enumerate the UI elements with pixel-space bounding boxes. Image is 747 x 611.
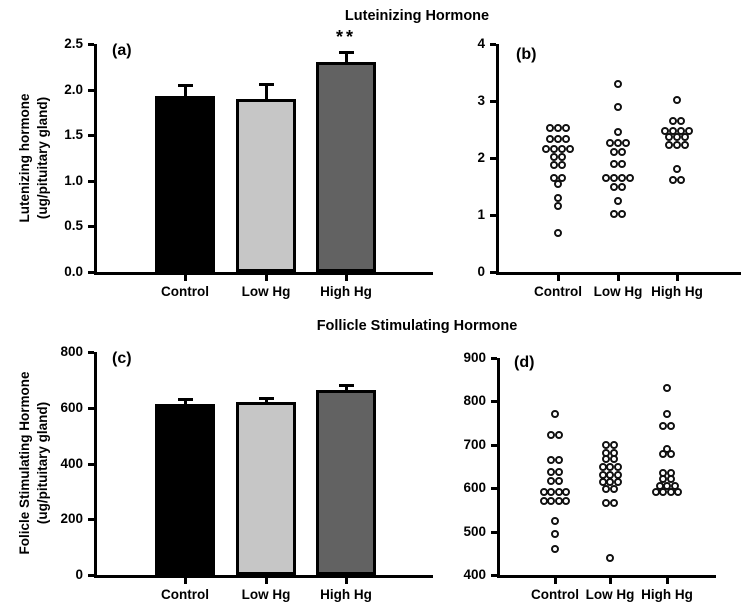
y-tick	[491, 531, 497, 534]
data-point-control	[554, 124, 562, 132]
x-tick	[676, 275, 679, 281]
x-tick	[609, 578, 612, 584]
data-point-low-hg	[618, 210, 626, 218]
y-tick-label: 0.5	[64, 218, 83, 234]
data-point-control	[554, 229, 562, 237]
y-tick	[88, 225, 94, 228]
y-axis-title-panel-a	[16, 38, 56, 278]
data-point-high-hg	[681, 141, 689, 149]
y-axis-(d)	[497, 358, 500, 578]
data-point-low-hg	[614, 128, 622, 136]
data-point-high-hg	[665, 141, 673, 149]
y-tick-label: 900	[463, 350, 486, 365]
data-point-low-hg	[614, 197, 622, 205]
data-point-control	[542, 145, 550, 153]
chart-title-follicle-stimulating-hormone: Follicle Stimulating Hormone	[316, 318, 518, 334]
data-point-low-hg	[606, 139, 614, 147]
x-tick	[666, 578, 669, 584]
data-point-control	[546, 135, 554, 143]
y-tick-label: 400	[60, 455, 83, 471]
x-tick-label-high-hg: High Hg	[320, 284, 372, 299]
panel-label-a: (a)	[112, 42, 132, 59]
y-axis-(c)	[94, 352, 97, 578]
y-tick-label: 0	[477, 264, 485, 279]
data-point-control	[554, 202, 562, 210]
data-point-low-hg	[610, 148, 618, 156]
data-point-control	[551, 410, 559, 418]
y-tick-label: 400	[463, 567, 486, 582]
data-point-low-hg	[610, 183, 618, 191]
y-tick-label: 1	[477, 207, 485, 222]
data-point-low-hg	[602, 174, 610, 182]
y-axis-title-line1: Folicle Stimulating Hormone	[17, 371, 32, 555]
x-tick	[557, 275, 560, 281]
data-point-low-hg	[610, 485, 618, 493]
y-tick	[88, 271, 94, 274]
y-tick-label: 2.0	[64, 81, 83, 97]
y-tick	[88, 463, 94, 466]
error-cap-high-hg	[339, 51, 354, 54]
y-tick-label: 1.5	[64, 127, 83, 143]
x-tick-label-control: Control	[161, 587, 209, 602]
y-tick	[490, 157, 496, 160]
y-tick	[491, 357, 497, 360]
y-tick	[491, 400, 497, 403]
x-tick	[554, 578, 557, 584]
y-tick	[88, 43, 94, 46]
bar-low-hg	[236, 99, 296, 272]
data-point-control	[555, 477, 563, 485]
data-point-high-hg	[669, 117, 677, 125]
y-tick-label: 200	[60, 511, 83, 527]
data-point-high-hg	[663, 384, 671, 392]
data-point-control	[566, 145, 574, 153]
y-tick-label: 0.0	[64, 264, 83, 279]
data-point-high-hg	[677, 176, 685, 184]
x-tick-label-low-hg: Low Hg	[585, 587, 635, 602]
y-tick-label: 700	[463, 436, 486, 452]
data-point-low-hg	[610, 499, 618, 507]
data-point-control	[562, 135, 570, 143]
x-tick-label-high-hg: High Hg	[320, 587, 372, 602]
data-point-low-hg	[618, 160, 626, 168]
data-point-high-hg	[667, 422, 675, 430]
data-point-control	[562, 124, 570, 132]
data-point-control	[562, 497, 570, 505]
panel-label-c: (c)	[112, 350, 132, 367]
data-point-low-hg	[610, 160, 618, 168]
y-tick	[490, 43, 496, 46]
data-point-low-hg	[606, 463, 614, 471]
data-point-high-hg	[673, 133, 681, 141]
bar-control	[155, 96, 215, 272]
y-tick	[88, 407, 94, 410]
error-cap-control	[178, 84, 193, 87]
x-tick	[265, 578, 268, 584]
data-point-high-hg	[663, 410, 671, 418]
y-axis-title-line2: (ug/pituitary gland)	[34, 96, 50, 220]
y-tick-label: 2.5	[64, 36, 83, 51]
y-tick-label: 4	[477, 36, 485, 51]
x-tick	[617, 275, 620, 281]
y-tick	[491, 487, 497, 490]
data-point-low-hg	[618, 148, 626, 156]
data-point-control	[555, 468, 563, 476]
data-point-control	[546, 124, 554, 132]
data-point-control	[551, 545, 559, 553]
data-point-high-hg	[673, 96, 681, 104]
bar-control	[155, 404, 215, 575]
error-cap-low-hg	[259, 397, 274, 400]
bar-low-hg	[236, 402, 296, 575]
data-point-low-hg	[610, 441, 618, 449]
data-point-low-hg	[614, 80, 622, 88]
y-tick-label: 500	[463, 523, 486, 539]
data-point-control	[562, 488, 570, 496]
y-tick	[490, 214, 496, 217]
data-point-low-hg	[618, 183, 626, 191]
error-cap-low-hg	[259, 83, 274, 86]
y-tick-label: 800	[463, 393, 486, 409]
bar-high-hg	[316, 390, 376, 575]
error-cap-high-hg	[339, 384, 354, 387]
data-point-low-hg	[622, 139, 630, 147]
data-point-low-hg	[610, 174, 618, 182]
data-point-control	[551, 517, 559, 525]
y-axis-(b)	[496, 44, 499, 275]
y-tick	[88, 518, 94, 521]
x-tick-label-control: Control	[161, 284, 209, 299]
data-point-high-hg	[673, 165, 681, 173]
y-tick-label: 800	[60, 344, 83, 359]
data-point-low-hg	[614, 139, 622, 147]
y-tick	[88, 89, 94, 92]
y-tick-label: 600	[60, 399, 83, 415]
data-point-low-hg	[606, 554, 614, 562]
x-tick	[184, 578, 187, 584]
data-point-low-hg	[614, 103, 622, 111]
x-tick-label-high-hg: High Hg	[641, 587, 693, 602]
x-tick	[265, 275, 268, 281]
data-point-high-hg	[665, 133, 673, 141]
y-tick-label: 1.0	[64, 172, 83, 188]
x-tick-label-low-hg: Low Hg	[241, 284, 291, 299]
y-tick	[88, 134, 94, 137]
data-point-high-hg	[667, 450, 675, 458]
x-tick	[345, 275, 348, 281]
data-point-high-hg	[681, 133, 689, 141]
y-axis-title-line1: Lutenizing hormone	[17, 93, 32, 223]
data-point-control	[558, 145, 566, 153]
data-point-control	[554, 135, 562, 143]
data-point-high-hg	[673, 141, 681, 149]
y-axis-title-line2: (ug/pituitary gland)	[34, 401, 50, 525]
data-point-low-hg	[610, 210, 618, 218]
panel-label-b: (b)	[516, 46, 537, 63]
y-tick	[88, 180, 94, 183]
data-point-control	[558, 153, 566, 161]
panel-label-d: (d)	[514, 354, 535, 371]
data-point-control	[551, 530, 559, 538]
x-axis-(d)	[497, 575, 716, 578]
y-tick	[88, 574, 94, 577]
data-point-low-hg	[614, 463, 622, 471]
data-point-low-hg	[626, 174, 634, 182]
data-point-control	[558, 161, 566, 169]
x-axis-(a)	[94, 272, 433, 275]
data-point-control	[554, 180, 562, 188]
y-axis-(a)	[94, 44, 97, 275]
chart-title-luteinizing-hormone: Luteinizing Hormone	[344, 8, 490, 24]
y-tick	[490, 100, 496, 103]
x-tick-label-control: Control	[531, 587, 579, 602]
x-tick-label-high-hg: High Hg	[651, 284, 703, 299]
x-tick	[345, 578, 348, 584]
x-tick-label-control: Control	[534, 284, 582, 299]
x-tick	[184, 275, 187, 281]
data-point-control	[555, 456, 563, 464]
data-point-control	[550, 153, 558, 161]
data-point-control	[550, 161, 558, 169]
x-axis-(c)	[94, 575, 433, 578]
y-tick	[490, 271, 496, 274]
data-point-control	[550, 145, 558, 153]
y-tick-label: 3	[477, 93, 485, 108]
y-tick-label: 2	[477, 150, 485, 165]
y-tick	[491, 574, 497, 577]
data-point-high-hg	[674, 488, 682, 496]
data-point-control	[555, 431, 563, 439]
significance-stars: **	[335, 27, 356, 48]
y-tick-label: 0	[75, 567, 83, 582]
x-tick-label-low-hg: Low Hg	[593, 284, 643, 299]
data-point-high-hg	[677, 117, 685, 125]
y-tick-label: 600	[463, 480, 486, 496]
x-tick-label-low-hg: Low Hg	[241, 587, 291, 602]
data-point-high-hg	[669, 176, 677, 184]
y-tick	[88, 351, 94, 354]
data-point-low-hg	[610, 455, 618, 463]
error-cap-control	[178, 398, 193, 401]
data-point-control	[554, 194, 562, 202]
bar-high-hg	[316, 62, 376, 272]
data-point-low-hg	[618, 174, 626, 182]
y-tick	[491, 444, 497, 447]
